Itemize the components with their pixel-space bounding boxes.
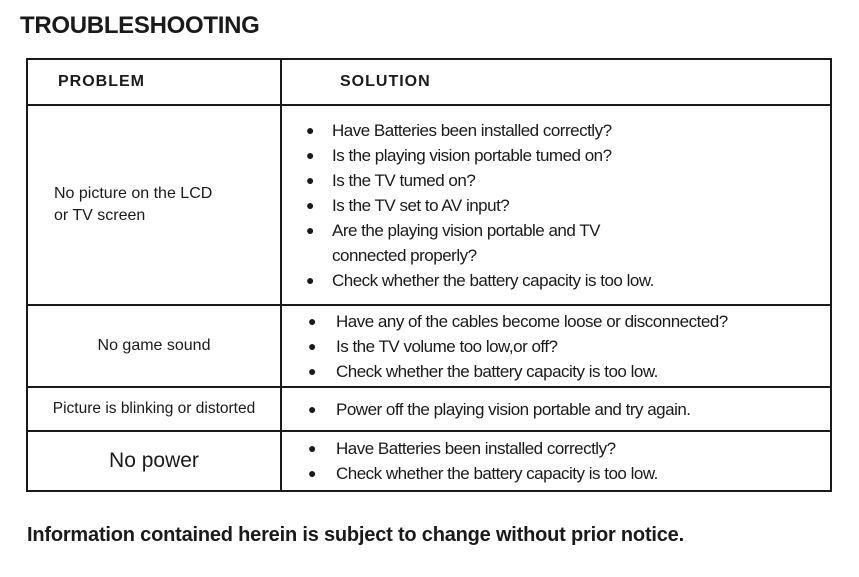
bullet-icon: ● xyxy=(306,146,314,163)
solution-item: ● Power off the playing vision portable and try again. xyxy=(282,397,830,422)
problem-text: Picture is blinking or distorted xyxy=(52,400,256,417)
solution-item: ● Is the TV volume too low,or off? xyxy=(282,334,830,359)
disclaimer-notice: Information contained herein is subject to change without prior notice. xyxy=(27,524,684,546)
solution-list xyxy=(282,397,830,422)
page-title: TROUBLESHOOTING xyxy=(20,12,260,39)
bullet-icon: ● xyxy=(308,465,316,481)
solution-item: ● Is the playing vision portable tumed on? xyxy=(282,143,830,168)
solution-list xyxy=(282,118,830,293)
solution-item: ● Have Batteries been installed correctly? xyxy=(282,118,830,143)
problem-text: No picture on the LCD xyxy=(54,185,213,202)
problem-text: No power xyxy=(109,449,199,472)
table-row xyxy=(27,305,831,387)
problem-cell xyxy=(27,431,281,491)
solution-cell xyxy=(281,387,831,431)
solution-cell xyxy=(281,431,831,491)
solution-column-header: SOLUTION xyxy=(281,59,831,105)
solution-item-continuation: connected properly? xyxy=(332,245,477,265)
bullet-icon: ● xyxy=(308,440,316,456)
solution-item: ● Check whether the battery capacity is too low. xyxy=(282,461,830,486)
problem-cell xyxy=(27,105,281,305)
solution-item: ● Check whether the battery capacity is too low. xyxy=(282,268,830,293)
solution-item: ● Have any of the cables become loose or disconnected? xyxy=(282,309,830,334)
bullet-icon: ● xyxy=(308,312,316,329)
bullet-icon: ● xyxy=(308,337,316,354)
table-row xyxy=(27,387,831,431)
bullet-icon: ● xyxy=(306,171,314,188)
table-row xyxy=(27,105,831,305)
solution-cell xyxy=(281,305,831,387)
bullet-icon: ● xyxy=(308,400,316,417)
table-header-row xyxy=(27,59,831,105)
table-row xyxy=(27,431,831,491)
problem-text: No game sound xyxy=(97,337,211,354)
problem-cell xyxy=(27,387,281,431)
solution-list xyxy=(282,309,830,384)
bullet-icon: ● xyxy=(306,271,314,288)
solution-item: ● Is the TV set to AV input? xyxy=(282,193,830,218)
problem-text: or TV screen xyxy=(54,207,146,224)
solution-item: ● Is the TV tumed on? xyxy=(282,168,830,193)
solution-item: ● Check whether the battery capacity is too low. xyxy=(282,359,830,384)
troubleshooting-table xyxy=(26,58,832,492)
bullet-icon: ● xyxy=(306,196,314,213)
solution-item: ● Are the playing vision portable and TV xyxy=(282,218,830,243)
problem-column-header: PROBLEM xyxy=(27,59,281,105)
solution-cell xyxy=(281,105,831,305)
bullet-icon: ● xyxy=(306,221,314,238)
bullet-icon: ● xyxy=(306,121,314,138)
solution-item: ● Have Batteries been installed correctly? xyxy=(282,436,830,461)
problem-cell xyxy=(27,305,281,387)
bullet-icon: ● xyxy=(308,362,316,379)
solution-list xyxy=(282,436,830,486)
